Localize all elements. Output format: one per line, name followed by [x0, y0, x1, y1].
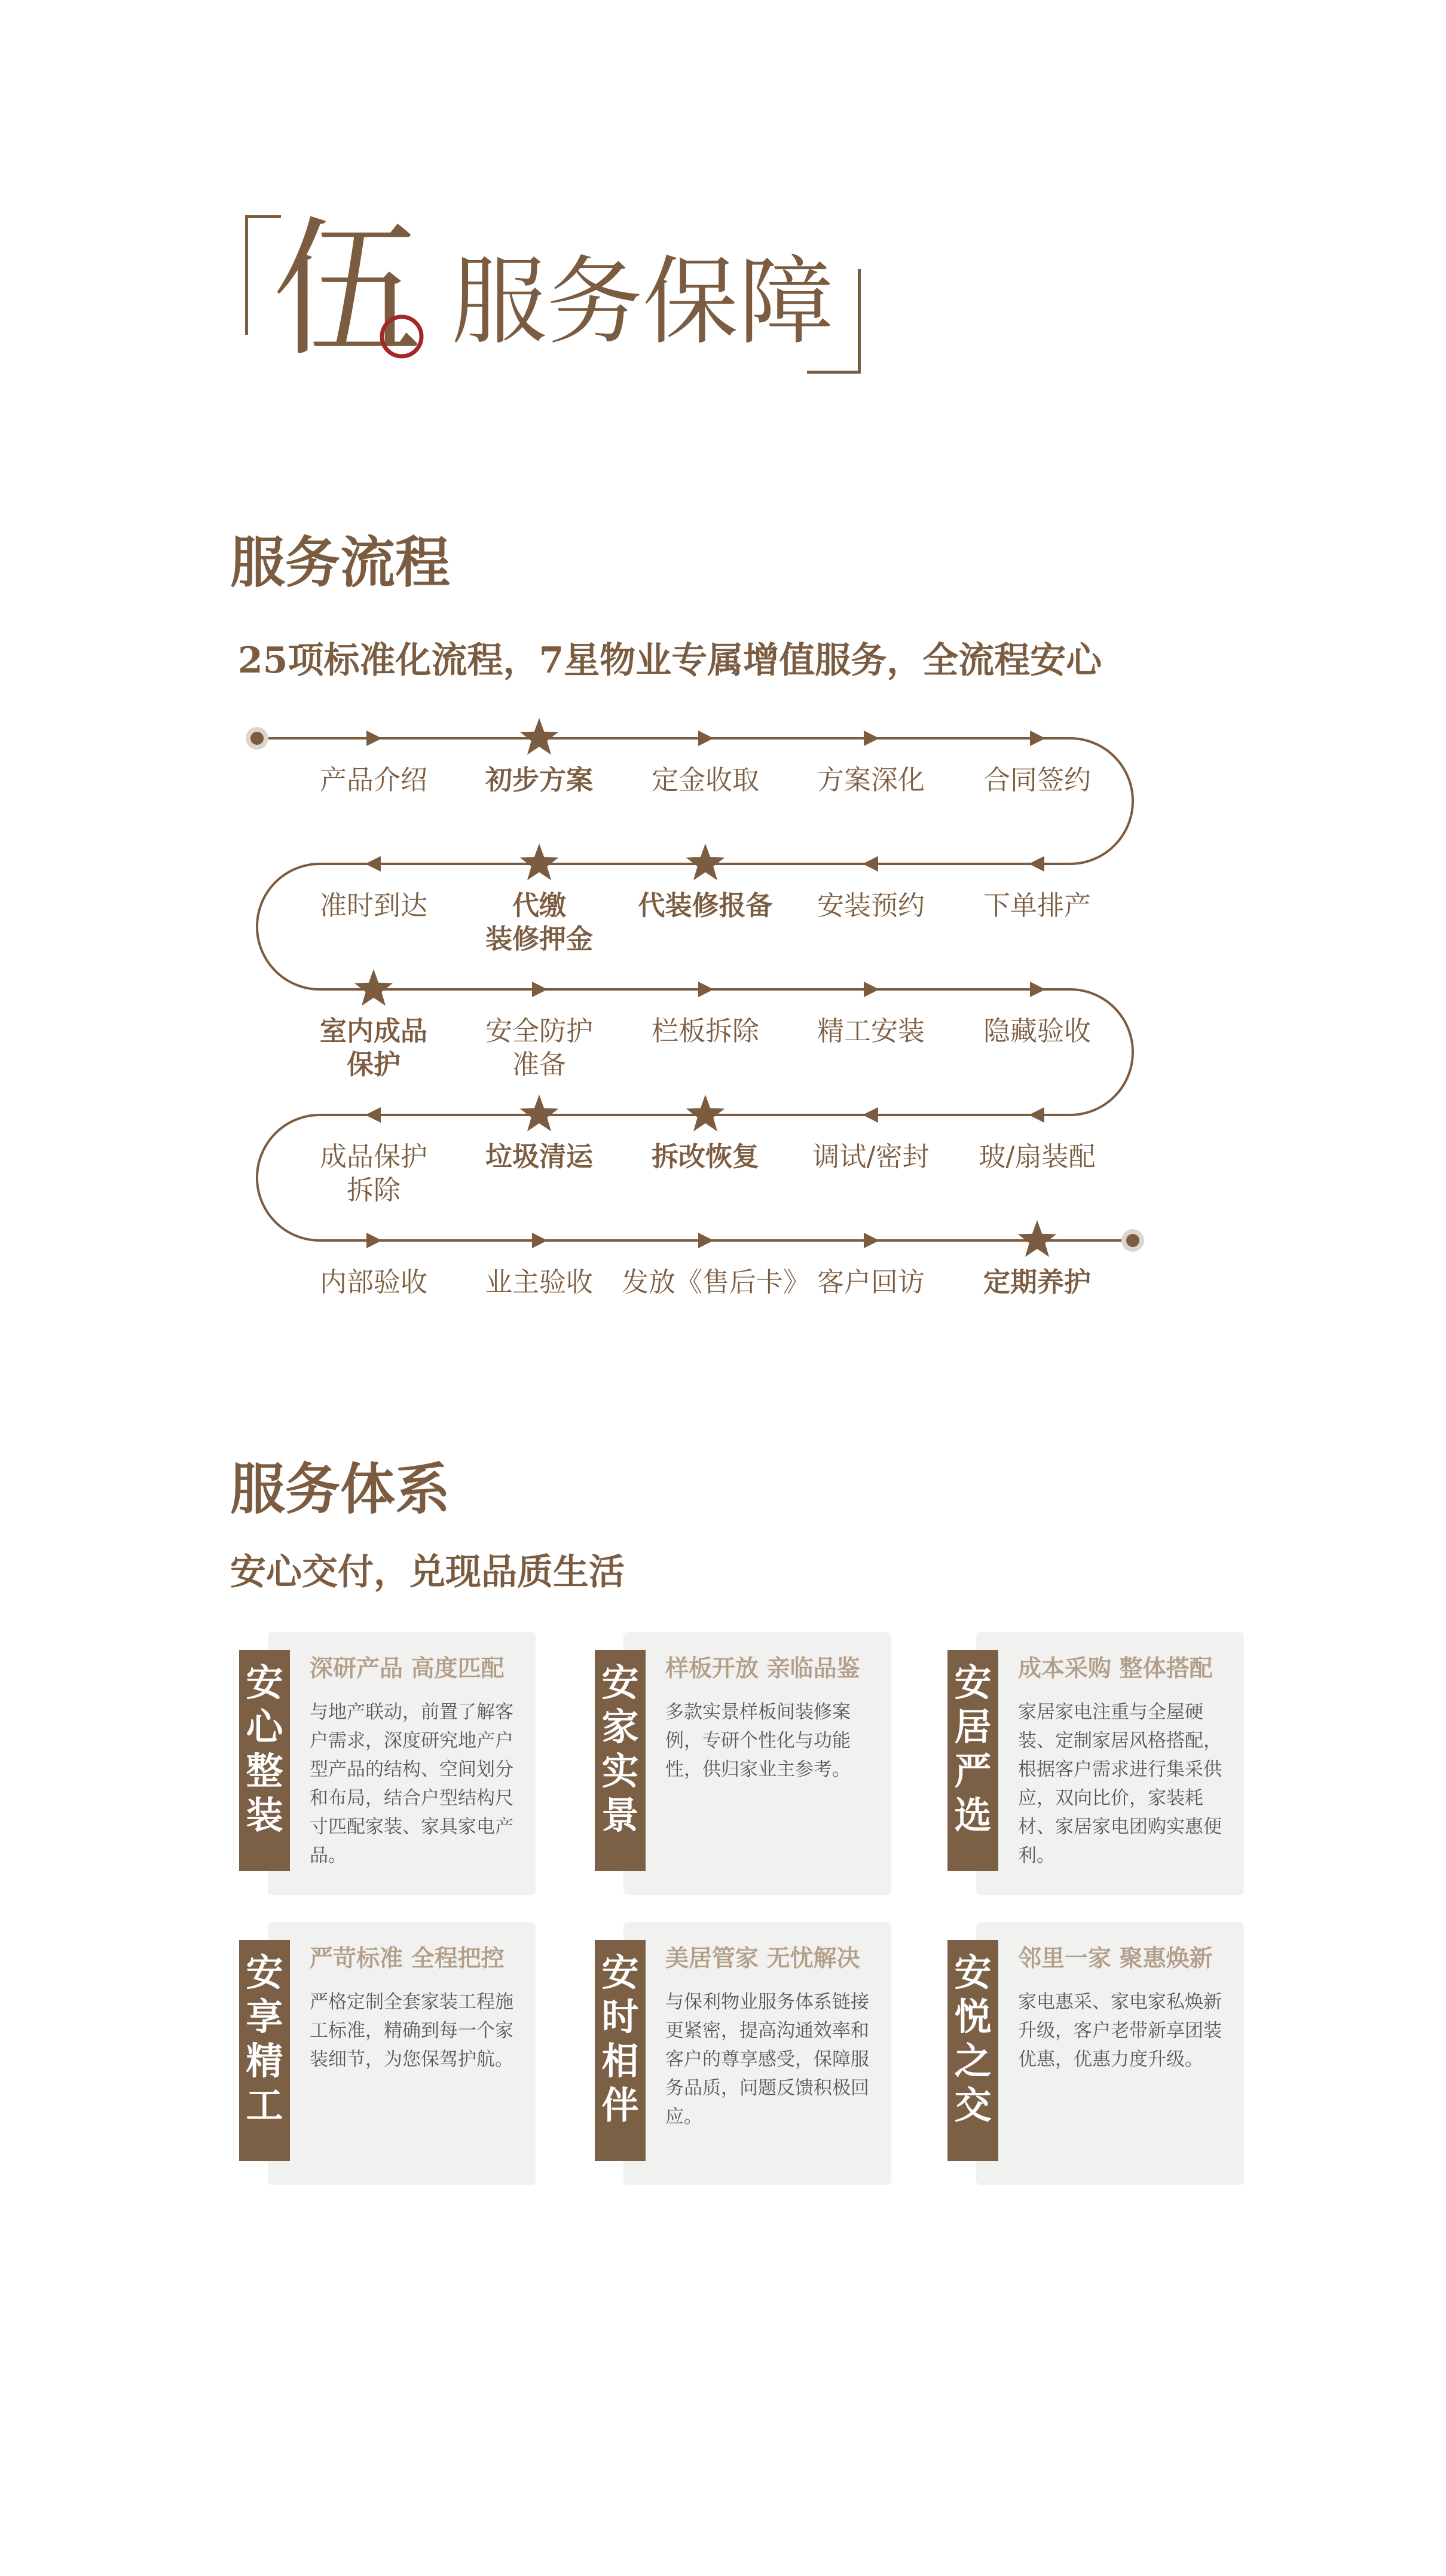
process-step-line: 初步方案	[485, 764, 593, 796]
card-tag-char: 之	[954, 2039, 992, 2083]
system-subtitle: 安心交付，兑现品质生活	[230, 1551, 625, 1593]
process-step-line: 装修押金	[485, 923, 593, 955]
process-step-line: 安装预约	[817, 890, 925, 921]
process-step-line: 隐藏验收	[983, 1015, 1091, 1047]
card-tag-char: 相	[601, 2039, 639, 2083]
process-step-line: 产品介绍	[319, 764, 427, 796]
service-card	[595, 1632, 894, 1895]
card-tag-char: 安	[246, 1661, 283, 1704]
card-tag-text	[947, 1661, 998, 1838]
process-step-label	[290, 889, 457, 922]
card-tag-char: 心	[246, 1705, 283, 1749]
process-step-line: 准时到达	[319, 890, 427, 921]
service-card	[239, 1632, 538, 1895]
card-heading: 深研产品 高度匹配	[310, 1655, 505, 1682]
star-marker-icon	[520, 718, 559, 755]
card-tag-text	[595, 1661, 646, 1838]
arrow-marker-icon	[1030, 731, 1045, 746]
section-header	[245, 203, 879, 383]
process-step-label	[290, 1140, 457, 1207]
arrow-marker-icon	[532, 982, 548, 997]
bracket-top-left	[245, 215, 248, 335]
card-tag-char: 时	[601, 1995, 639, 2039]
card-tag-char: 安	[246, 1951, 283, 1994]
arrow-marker-icon	[366, 1233, 382, 1248]
card-body-text: 严格定制全套家装工程施工标准，精确到每一个家装细节，为您保驾护航。	[310, 1991, 513, 2070]
process-step-label	[787, 763, 955, 797]
card-tag-char: 工	[246, 2083, 283, 2127]
process-step-line: 准备	[512, 1049, 566, 1080]
card-tag-text	[595, 1951, 646, 2128]
card-tag-char: 实	[601, 1749, 639, 1793]
card-tag-char: 悦	[954, 1995, 992, 2039]
card-heading: 美居管家 无忧解决	[665, 1945, 860, 1972]
card-body-text: 家居家电注重与全屋硬装、定制家居风格搭配，根据客户需求进行集采供应，双向比价，家装耗材、家居家电团购实惠便利。	[1018, 1701, 1222, 1866]
process-step-label	[953, 1266, 1121, 1299]
card-tag-char: 安	[601, 1661, 639, 1704]
process-step-label	[622, 1266, 811, 1299]
card-tag-char: 景	[601, 1793, 639, 1837]
card-tag-char: 严	[954, 1749, 992, 1793]
chapter-numeral: 伍	[272, 203, 421, 377]
card-tag-text	[947, 1951, 998, 2128]
card-tag-char: 享	[246, 1995, 283, 2039]
service-card	[947, 1632, 1246, 1895]
process-step-line: 定金收取	[651, 764, 759, 796]
arrow-marker-icon	[365, 1107, 381, 1123]
arrow-marker-icon	[366, 731, 382, 746]
card-tag-char: 装	[246, 1793, 283, 1837]
card-body-text: 与保利物业服务体系链接更紧密，提高沟通效率和客户的尊享感受，保障服务品质，问题反馈积极回应。	[665, 1991, 869, 2128]
process-step-line: 室内成品	[319, 1015, 427, 1047]
process-step-label	[455, 763, 623, 797]
process-step-line: 精工安装	[817, 1015, 925, 1047]
service-card	[595, 1922, 894, 2185]
arrow-marker-icon	[698, 1233, 714, 1248]
path-bend	[1070, 738, 1133, 864]
bracket-bottom-right-h	[807, 371, 861, 374]
start-dot-halo	[246, 727, 268, 750]
process-step-line: 垃圾清运	[485, 1141, 593, 1172]
arrow-marker-icon	[864, 731, 879, 746]
card-heading: 邻里一家 聚惠焕新	[1018, 1945, 1213, 1972]
path-bend	[1070, 989, 1133, 1115]
arrow-marker-icon	[1029, 1107, 1044, 1123]
process-step-line: 合同签约	[983, 764, 1091, 796]
arrow-marker-icon	[864, 1233, 879, 1248]
process-step-label	[455, 1140, 623, 1174]
process-step-line: 玻/扇装配	[979, 1141, 1096, 1172]
arrow-marker-icon	[863, 856, 878, 872]
arrow-marker-icon	[532, 1233, 548, 1248]
card-tag-char: 伴	[601, 2083, 639, 2127]
process-step-line: 业主验收	[485, 1266, 593, 1298]
process-step-line: 定期养护	[983, 1266, 1091, 1298]
arrow-marker-icon	[864, 982, 879, 997]
process-step-label	[953, 1014, 1121, 1048]
card-tag-char: 安	[954, 1661, 992, 1704]
process-step-line: 安全防护	[485, 1015, 593, 1047]
system-title: 服务体系	[230, 1457, 451, 1521]
star-marker-icon	[1018, 1220, 1057, 1257]
process-step-line: 代缴	[512, 890, 566, 921]
card-tag-char: 整	[246, 1749, 283, 1793]
path-bend	[257, 864, 320, 989]
process-step-label	[787, 889, 955, 922]
process-step-line: 成品保护	[319, 1141, 427, 1172]
star-marker-icon	[520, 1095, 559, 1132]
card-tag-text	[239, 1951, 290, 2128]
star-marker-icon	[520, 844, 559, 881]
card-body-text: 家电惠采、家电家私焕新升级，客户老带新享团装优惠，优惠力度升级。	[1018, 1991, 1222, 2070]
end-dot-halo	[1121, 1229, 1144, 1252]
card-heading: 成本采购 整体搭配	[1018, 1655, 1213, 1682]
process-step-label	[622, 1014, 789, 1048]
process-step-label	[953, 1140, 1121, 1174]
card-tag-char: 安	[601, 1951, 639, 1994]
process-step-label	[455, 889, 623, 956]
card-tag-char: 精	[246, 2039, 283, 2083]
process-step-line: 拆改恢复	[651, 1141, 759, 1172]
process-step-label	[622, 1140, 789, 1174]
bracket-bottom-right	[858, 269, 861, 374]
process-step-label	[787, 1140, 955, 1174]
process-step-label	[953, 763, 1121, 797]
process-subtitle: 25项标准化流程，7星物业专属增值服务，全流程安心	[238, 640, 1102, 682]
arrow-marker-icon	[698, 982, 714, 997]
service-card	[947, 1922, 1246, 2185]
process-step-label	[787, 1266, 955, 1299]
process-step-line: 下单排产	[983, 890, 1091, 921]
card-tag-char: 安	[954, 1951, 992, 1994]
process-step-line: 保护	[346, 1049, 401, 1080]
card-body-text: 与地产联动，前置了解客户需求，深度研究地产户型产品的结构、空间划分和布局，结合户型结构尺寸匹配家装、家具家电产品。	[310, 1701, 513, 1866]
card-heading: 样板开放 亲临品鉴	[665, 1655, 860, 1682]
process-step-label	[953, 889, 1121, 922]
process-step-line: 代装修报备	[638, 890, 773, 921]
card-tag-char: 交	[954, 2083, 992, 2127]
process-step-label	[455, 1014, 623, 1081]
process-step-line: 内部验收	[319, 1266, 427, 1298]
end-dot	[1126, 1234, 1139, 1247]
star-marker-icon	[686, 844, 725, 881]
process-step-line: 栏板拆除	[651, 1015, 759, 1047]
process-step-line: 调试/密封	[812, 1141, 930, 1172]
process-step-line: 发放《售后卡》	[622, 1266, 811, 1298]
arrow-marker-icon	[365, 856, 381, 872]
arrow-marker-icon	[863, 1107, 878, 1123]
process-step-line: 拆除	[346, 1174, 401, 1206]
card-tag-text	[239, 1661, 290, 1838]
process-step-label	[787, 1014, 955, 1048]
process-step-label	[622, 889, 789, 922]
process-step-label	[290, 1014, 457, 1081]
process-step-label	[290, 763, 457, 797]
process-step-label	[455, 1266, 623, 1299]
card-body-text: 多款实景样板间装修案例，专研个性化与功能性，供归家业主参考。	[665, 1701, 851, 1780]
chapter-title: 服务保障	[451, 246, 834, 357]
card-tag-char: 家	[601, 1705, 639, 1749]
red-ring-icon	[378, 313, 426, 360]
arrow-marker-icon	[698, 731, 714, 746]
star-marker-icon	[686, 1095, 725, 1132]
arrow-marker-icon	[1030, 982, 1045, 997]
card-tag-char: 选	[954, 1793, 992, 1837]
service-card	[239, 1922, 538, 2185]
process-step-line: 方案深化	[817, 764, 925, 796]
star-marker-icon	[354, 969, 393, 1006]
process-step-line: 客户回访	[817, 1266, 925, 1298]
process-step-label	[622, 763, 789, 797]
card-heading: 严苛标准 全程把控	[310, 1945, 505, 1972]
start-dot	[250, 732, 264, 745]
process-step-label	[290, 1266, 457, 1299]
card-tag-char: 居	[954, 1705, 992, 1749]
arrow-marker-icon	[1029, 856, 1044, 872]
process-title: 服务流程	[230, 530, 451, 595]
